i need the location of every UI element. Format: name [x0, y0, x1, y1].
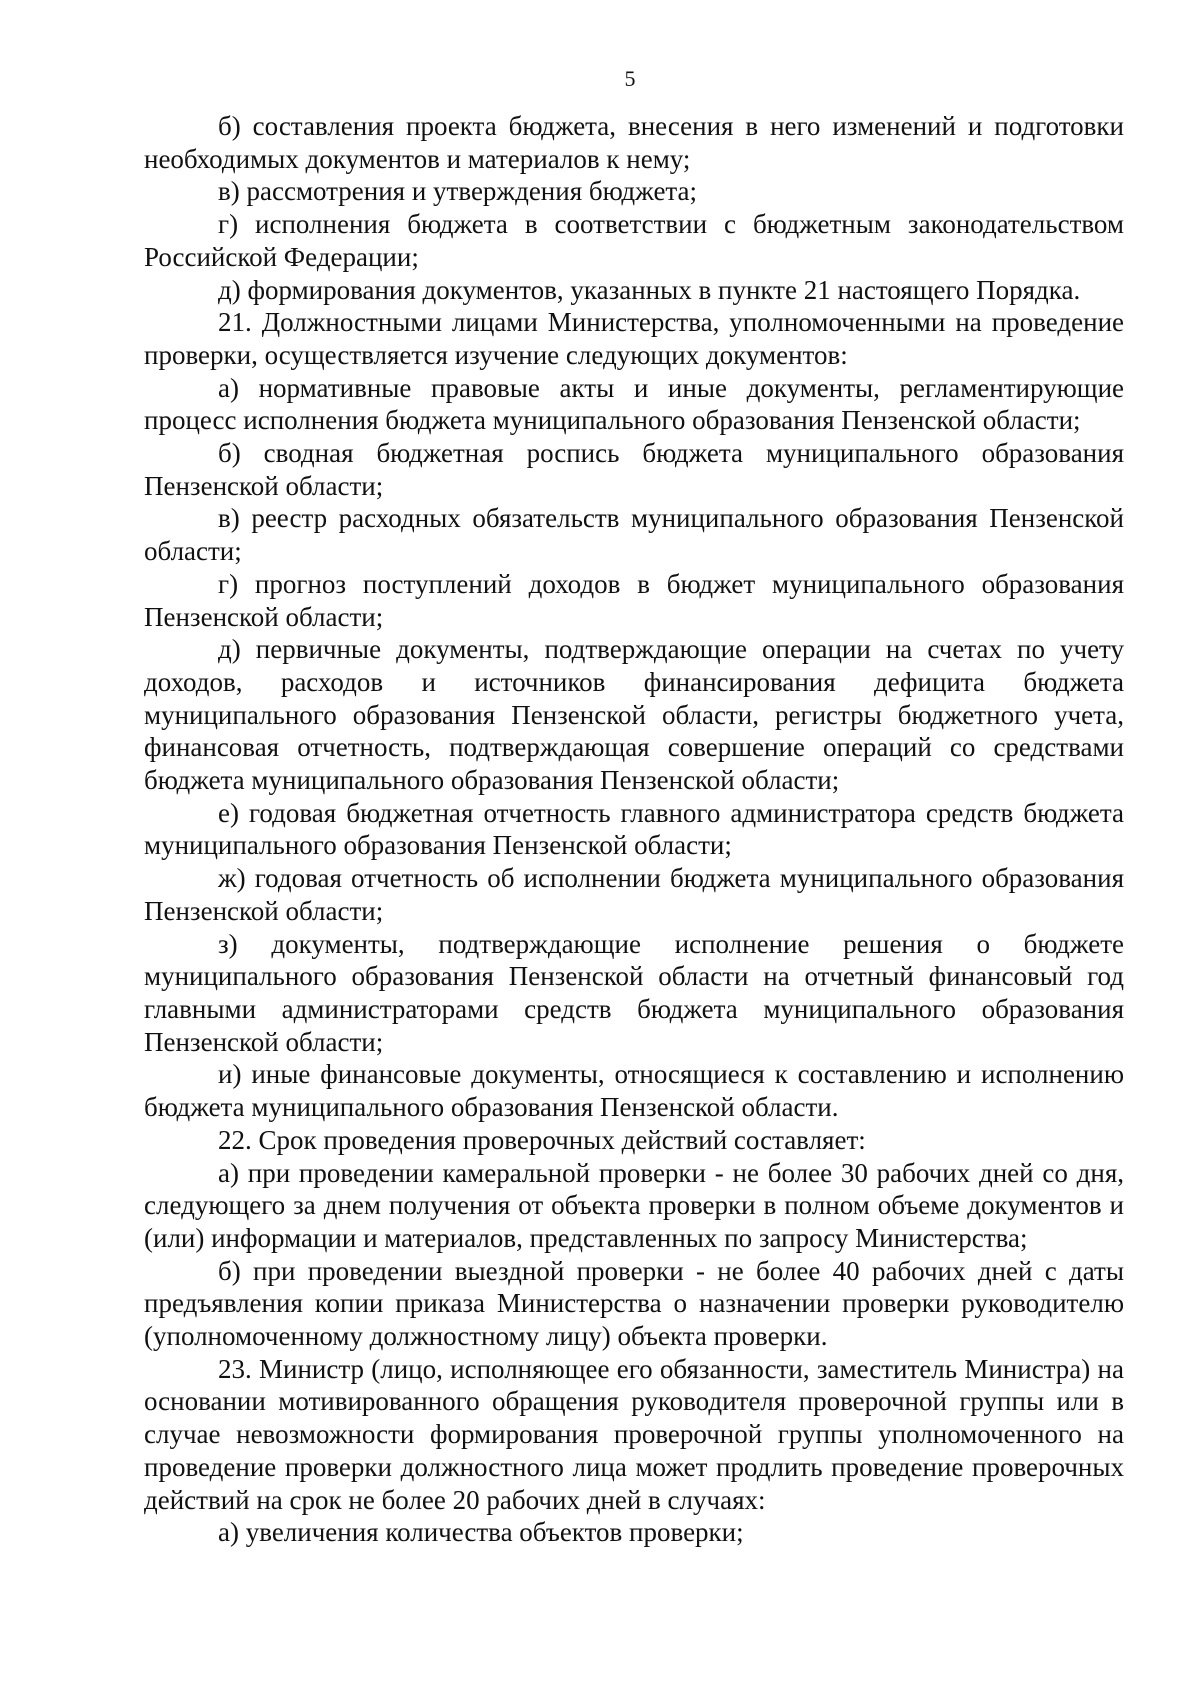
clause-21-item-b: б) сводная бюджетная роспись бюджета муниципального образования Пензенской области; [144, 438, 1124, 501]
clause-21-item-v: в) реестр расходных обязательств муниципального образования Пензенской области; [144, 503, 1124, 567]
item-v-approval: в) рассмотрения и утверждения бюджета; [218, 176, 698, 207]
item-g-execution: г) исполнения бюджета в соответствии с бюджетным законодательством Российской Федерации; [144, 209, 1124, 272]
clause-21-item-a: а) нормативные правовые акты и иные документы, регламентирующие процесс исполнения бюджета муниципального образования Пензенской области; [144, 372, 1124, 436]
clause-21-item-g: г) прогноз поступлений доходов в бюджет муниципального образования Пензенской области; [144, 568, 1124, 632]
item-b-drafting: б) составления проекта бюджета, внесения в него изменений и подготовки необходимых документов и материалов к нему; [144, 111, 1124, 174]
clause-23: 23. Министр (лицо, исполняющее его обязанности, заместитель Министра) на основании мотивированного обращения руководителя проверочной группы или в случае невозможности формирования проверочной группы уполномоченного на проведение проверки должностного лица может продлить проведение проверочных действий на срок не более 20 рабочих дней в случаях: [144, 1353, 1124, 1515]
clause-21-item-i: и) иные финансовые документы, относящиеся к составлению и исполнению бюджета муниципального образования Пензенской области. [144, 1059, 1124, 1123]
clause-22: 22. Срок проведения проверочных действий составляет: [218, 1124, 866, 1155]
document-body [144, 110, 1124, 1549]
page-number: 5 [624, 66, 636, 91]
clause-23-item-a: а) увеличения количества объектов проверки; [218, 1517, 744, 1548]
clause-21-item-z: з) документы, подтверждающие исполнение решения о бюджете муниципального образования Пензенской области на отчетный финансовый год главными администраторами средств бюджета муниципального образования Пензенской области; [144, 928, 1124, 1057]
clause-21-item-d: д) первичные документы, подтверждающие операции на счетах по учету доходов, расходов и источников финансирования дефицита бюджета муниципального образования Пензенской области, регистры бюджетного учета, финансовая отчетность, подтверждающая совершение операций со средствами бюджета муниципального образования Пензенской области; [144, 634, 1124, 796]
clause-21-item-e: е) годовая бюджетная отчетность главного администратора средств бюджета муниципального образования Пензенской области; [144, 797, 1124, 861]
item-d-documents: д) формирования документов, указанных в пункте 21 настоящего Порядка. [218, 274, 1081, 305]
clause-22-item-b: б) при проведении выездной проверки - не более 40 рабочих дней с даты предъявления копии приказа Министерства о назначении проверки руководителю (уполномоченному должностному лицу) объекта проверки. [144, 1255, 1124, 1352]
clause-21: 21. Должностными лицами Министерства, уполномоченными на проведение проверки, осуществляется изучение следующих документов: [144, 307, 1124, 370]
clause-22-item-a: а) при проведении камеральной проверки - не более 30 рабочих дней со дня, следующего за днем получения от объекта проверки в полном объеме документов и (или) информации и материалов, представленных по запросу Министерства; [144, 1157, 1124, 1253]
clause-21-item-zh: ж) годовая отчетность об исполнении бюджета муниципального образования Пензенской области; [144, 863, 1124, 926]
